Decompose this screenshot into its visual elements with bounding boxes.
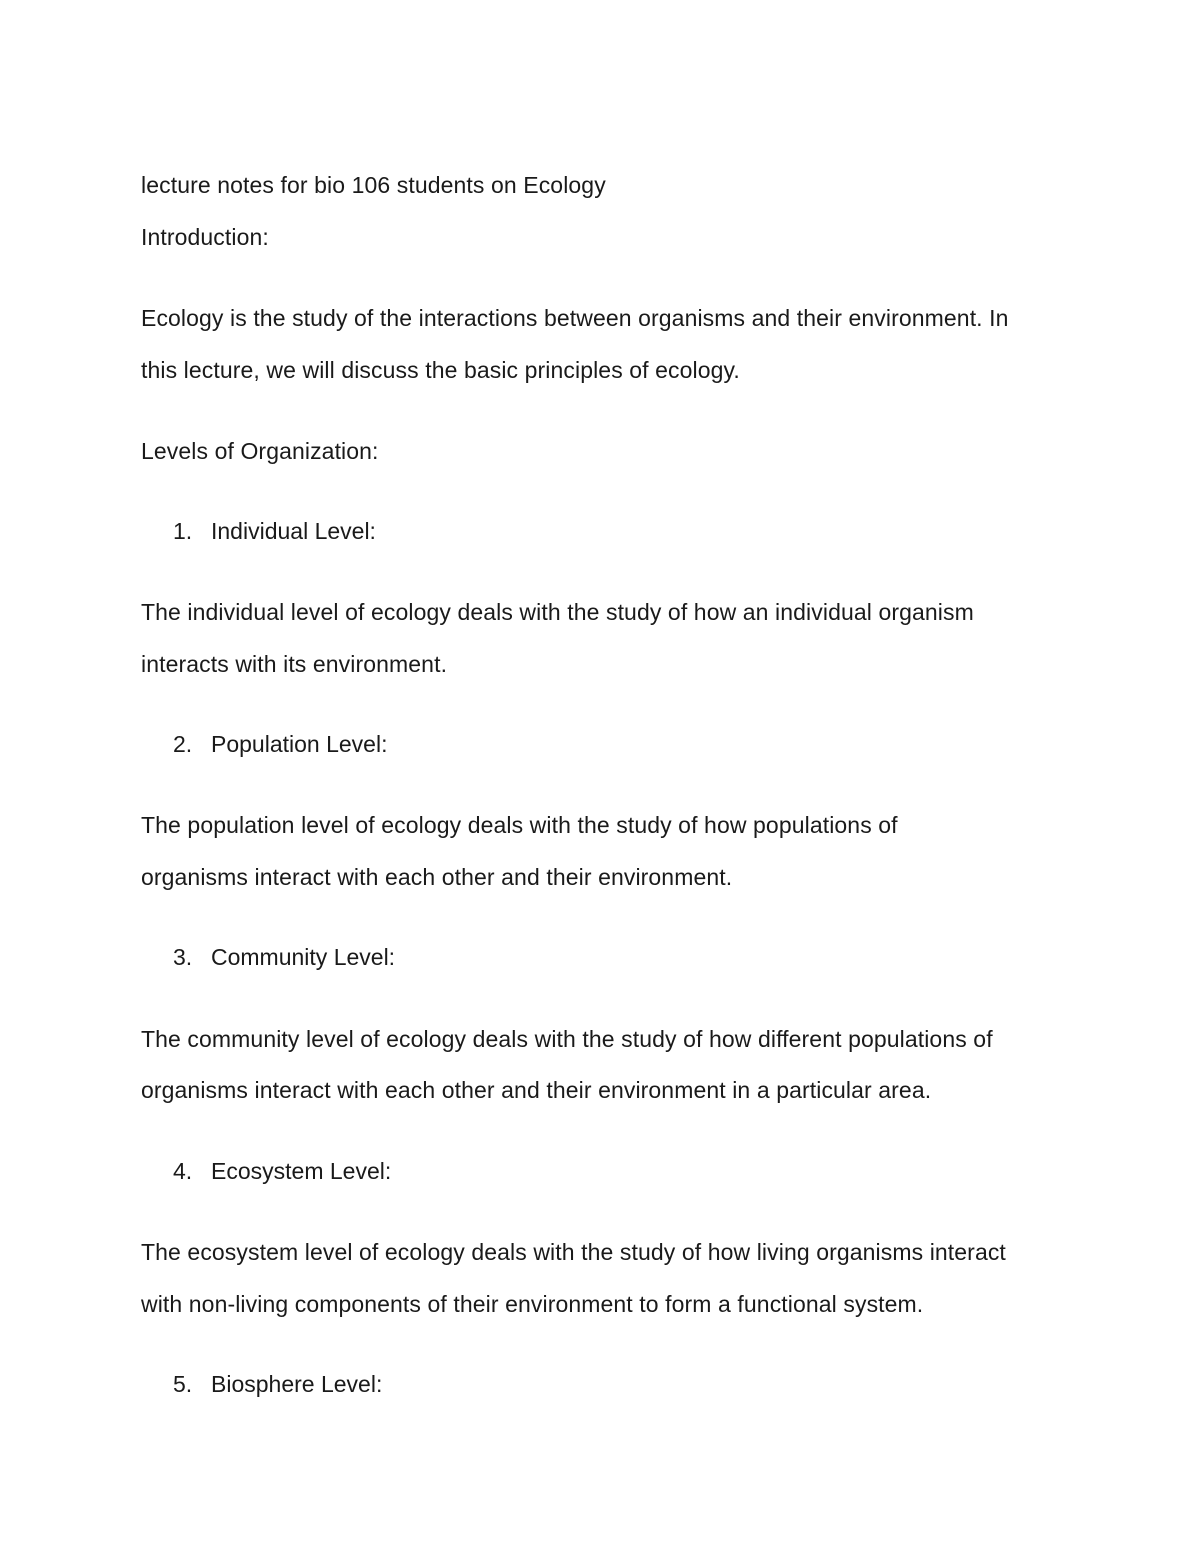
list-number: 3. [173, 944, 193, 970]
list-item-community-level [173, 942, 395, 973]
list-label: Ecosystem Level: [211, 1158, 392, 1184]
list-item-biosphere-level [173, 1369, 382, 1400]
ecosystem-paragraph-line-1: The ecosystem level of ecology deals with the study of how living organisms interact [141, 1239, 1006, 1265]
list-label: Community Level: [211, 944, 396, 970]
list-label: Biosphere Level: [211, 1371, 383, 1397]
ecosystem-paragraph-line-2: with non-living components of their environment to form a functional system. [141, 1291, 924, 1317]
list-label: Individual Level: [211, 518, 376, 544]
document-title: lecture notes for bio 106 students on Ecology [141, 172, 606, 198]
list-label: Population Level: [211, 731, 388, 757]
community-paragraph-line-1: The community level of ecology deals with the study of how different populations of [141, 1026, 993, 1052]
list-item-population-level [173, 729, 387, 760]
population-paragraph-line-2: organisms interact with each other and their environment. [141, 864, 733, 890]
intro-paragraph-line-2: this lecture, we will discuss the basic principles of ecology. [141, 357, 740, 383]
intro-heading: Introduction: [141, 224, 269, 250]
list-number: 1. [173, 518, 193, 544]
levels-heading: Levels of Organization: [141, 438, 379, 464]
list-number: 5. [173, 1371, 193, 1397]
list-number: 2. [173, 731, 193, 757]
population-paragraph-line-1: The population level of ecology deals with the study of how populations of [141, 812, 898, 838]
list-item-ecosystem-level [173, 1156, 391, 1187]
intro-paragraph-line-1: Ecology is the study of the interactions between organisms and their environment. In [141, 305, 1009, 331]
individual-paragraph-line-2: interacts with its environment. [141, 651, 448, 677]
individual-paragraph-line-1: The individual level of ecology deals with the study of how an individual organism [141, 599, 974, 625]
community-paragraph-line-2: organisms interact with each other and their environment in a particular area. [141, 1077, 932, 1103]
list-number: 4. [173, 1158, 193, 1184]
list-item-individual-level [173, 516, 376, 547]
